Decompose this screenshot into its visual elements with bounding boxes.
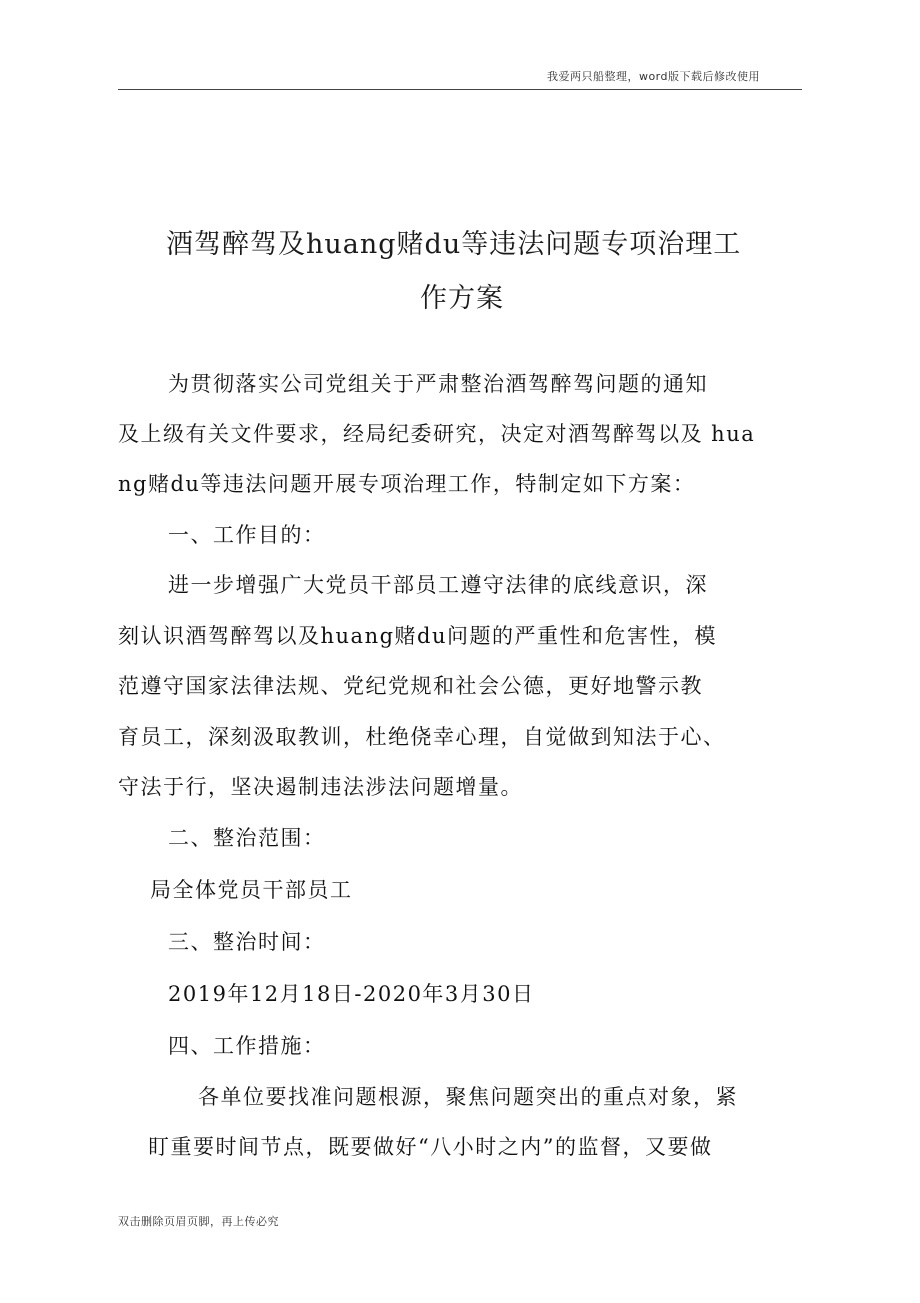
body-line: 育员工，深刻汲取教训，杜绝侥幸心理，自觉做到知法于心、 xyxy=(118,725,726,749)
title-line-1: 酒驾醉驾及huang赌du等违法问题专项治理工 xyxy=(166,229,742,260)
body-line: 盯重要时间节点，既要做好“八小时之内”的监督，又要做 xyxy=(148,1135,713,1159)
body-line: 范遵守国家法律法规、党纪党规和社会公德，更好地警示教 xyxy=(118,674,703,698)
title-line-2: 作方案 xyxy=(420,283,504,314)
section-heading: 四、工作措施： xyxy=(168,1034,326,1058)
body-line: 局全体党员干部员工 xyxy=(150,878,353,902)
section-heading: 二、整治范围： xyxy=(168,826,326,850)
section-heading: 三、整治时间： xyxy=(168,930,326,954)
body-line: 各单位要找准问题根源，聚焦问题突出的重点对象，紧 xyxy=(198,1085,738,1109)
body-line: ng赌du等违法问题开展专项治理工作，特制定如下方案： xyxy=(118,472,696,496)
body-line: 刻认识酒驾醉驾以及huang赌du问题的严重性和危害性，模 xyxy=(118,624,718,648)
body-line: 进一步增强广大党员干部员工遵守法律的底线意识，深 xyxy=(168,573,708,597)
footer-text: 双击删除页眉页脚，再上传必究 xyxy=(118,1215,279,1228)
header-divider xyxy=(118,89,802,90)
body-line: 及上级有关文件要求，经局纪委研究，决定对酒驾醉驾以及 hua xyxy=(118,422,756,446)
header-text: 我爱两只船整理，word版下载后修改使用 xyxy=(546,70,760,83)
body-line: 2019年12月18日-2020年3月30日 xyxy=(168,982,535,1006)
body-line: 守法于行，坚决遏制违法涉法问题增量。 xyxy=(118,775,523,799)
body-line: 为贯彻落实公司党组关于严肃整治酒驾醉驾问题的通知 xyxy=(168,372,708,396)
section-heading: 一、工作目的： xyxy=(168,523,326,547)
